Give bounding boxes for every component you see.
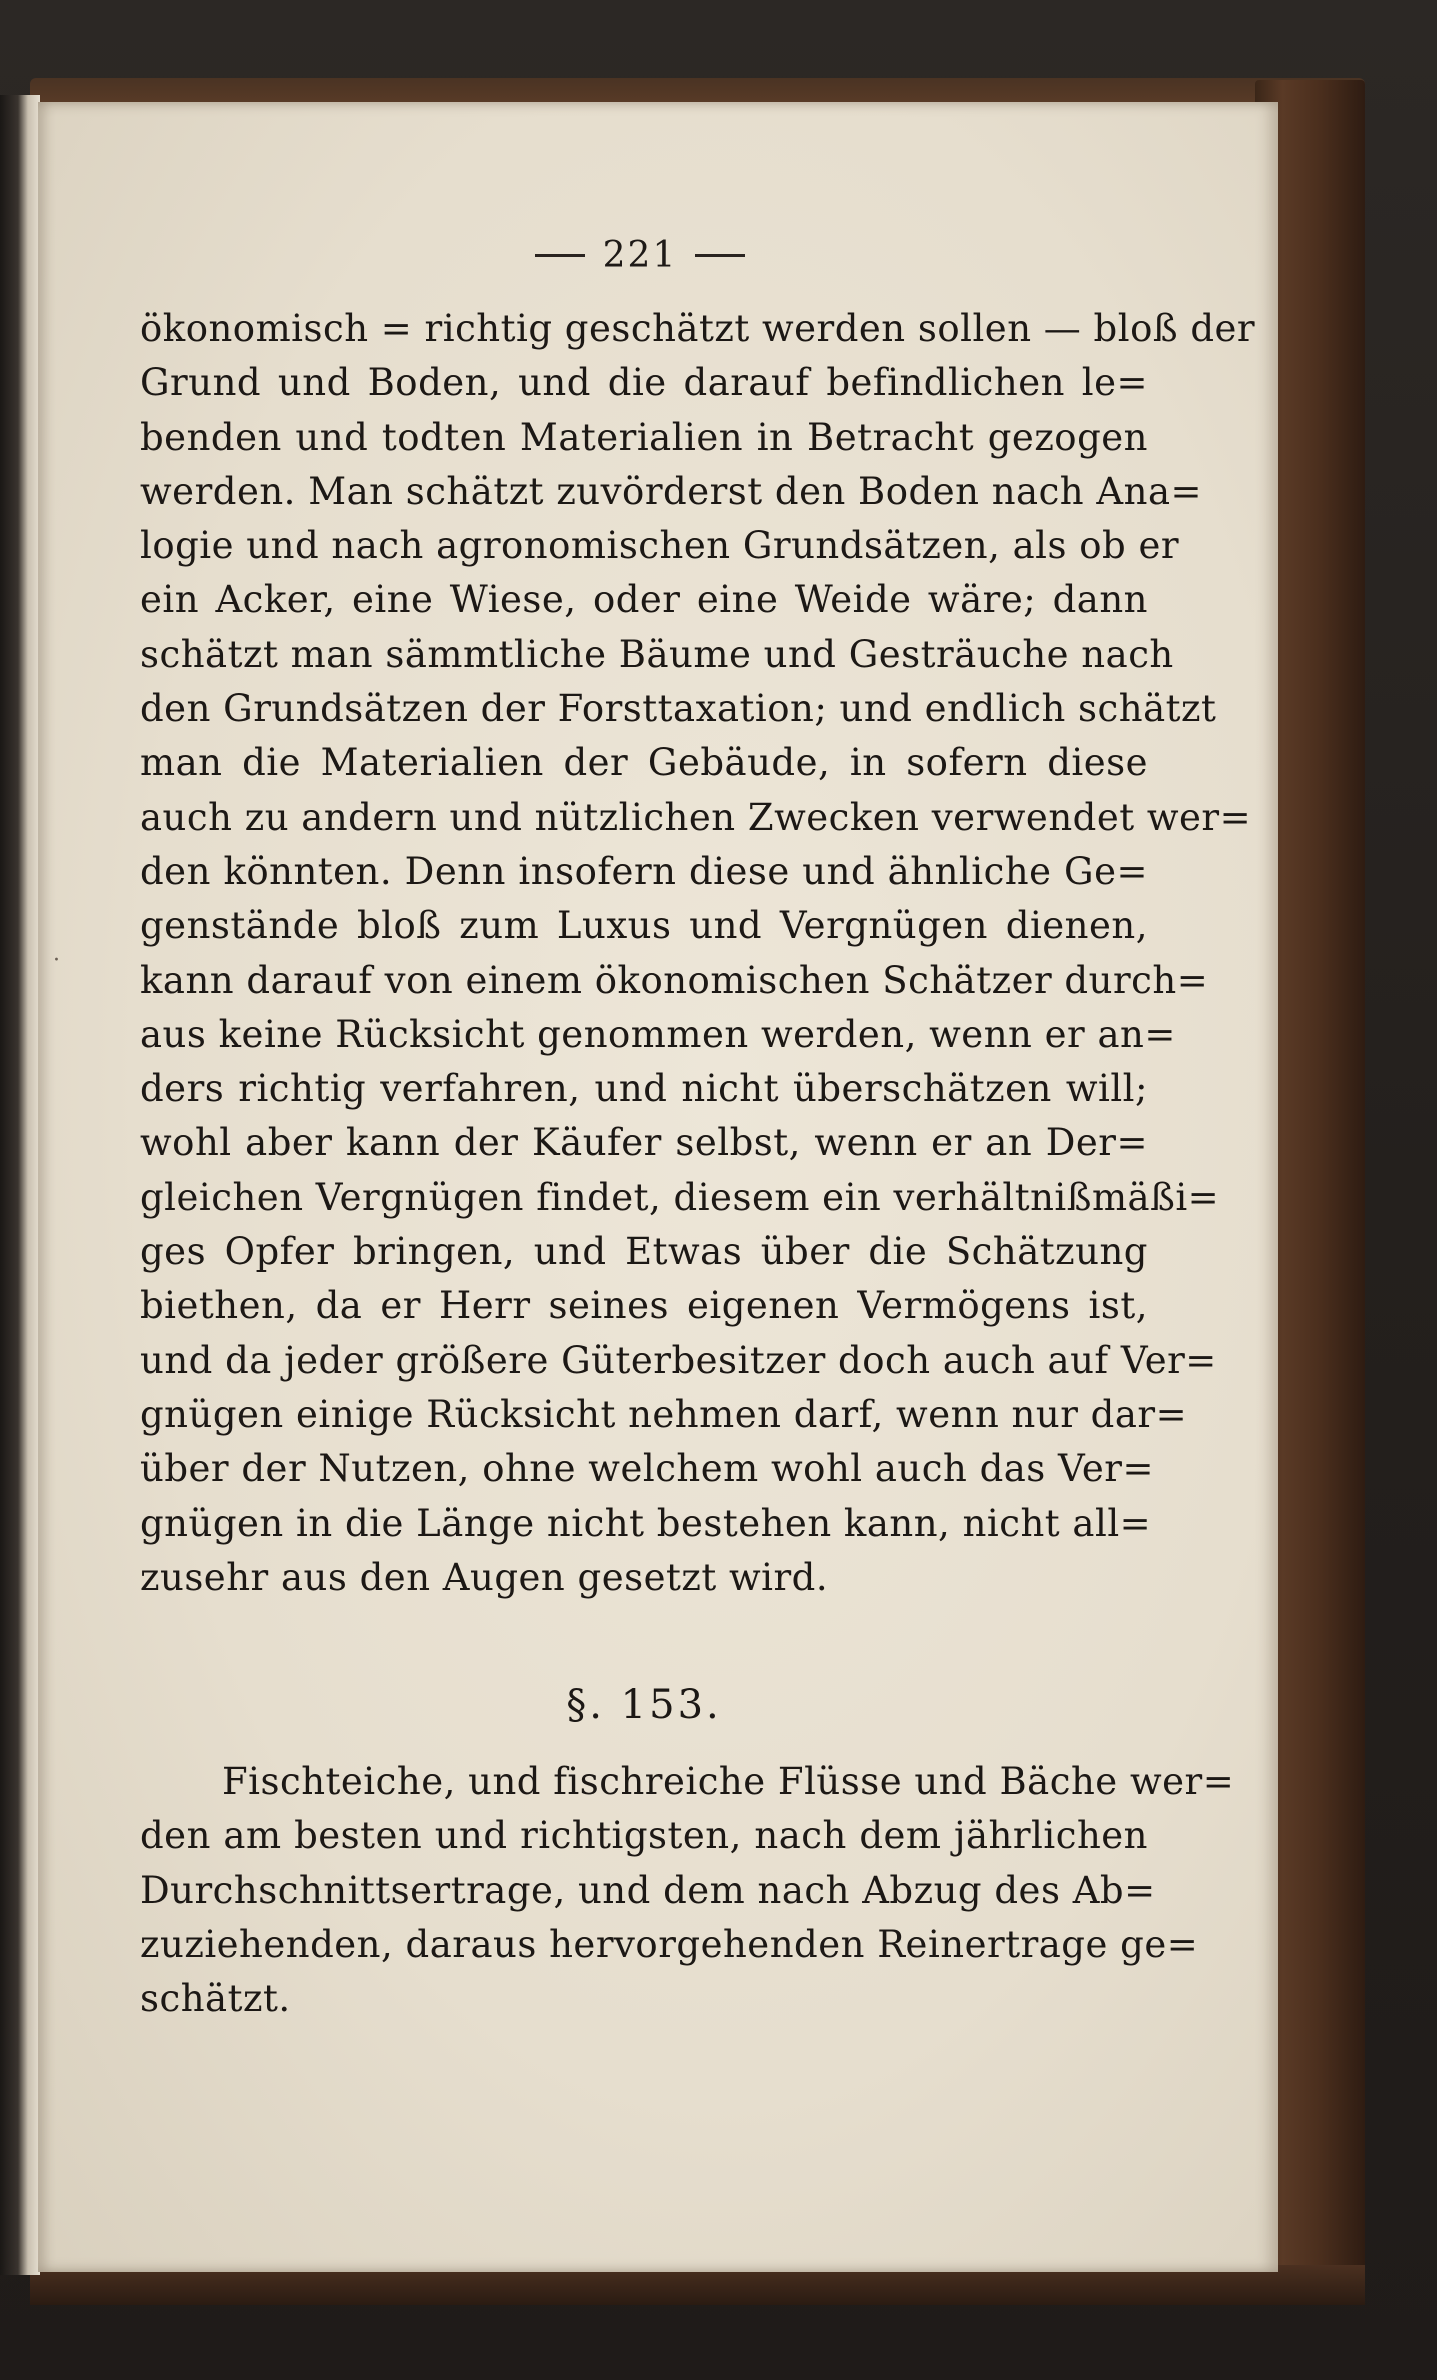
text-line: ges Opfer bringen, und Etwas über die Schätzung bbox=[140, 1230, 1148, 1274]
page-header bbox=[510, 225, 770, 285]
text-line: ökonomisch = richtig geschätzt werden sollen — bloß der bbox=[140, 307, 1256, 350]
text-line: schätzt man sämmtliche Bäume und Gesträuche nach bbox=[140, 632, 1174, 676]
text-line: gnügen in die Länge nicht bestehen kann, nicht all= bbox=[140, 1501, 1152, 1545]
page-number: 221 bbox=[602, 234, 678, 276]
text-line: den am besten und richtigsten, nach dem jährlichen bbox=[140, 1814, 1148, 1858]
text-line: Durchschnittsertrage, und dem nach Abzug des Ab= bbox=[140, 1868, 1156, 1912]
header-dash-right bbox=[695, 254, 745, 257]
page-gutter bbox=[0, 95, 40, 2275]
text-line: den Grundsätzen der Forsttaxation; und endlich schätzt bbox=[140, 687, 1217, 731]
text-line: werden. Man schätzt zuvörderst den Boden nach Ana= bbox=[140, 469, 1203, 513]
text-line: wohl aber kann der Käufer selbst, wenn er an Der= bbox=[140, 1121, 1148, 1165]
text-line: benden und todten Materialien in Betracht gezogen bbox=[140, 415, 1148, 459]
text-line: biethen, da er Herr seines eigenen Vermögens ist, bbox=[140, 1284, 1148, 1328]
text-line: genstände bloß zum Luxus und Vergnügen dienen, bbox=[140, 904, 1148, 948]
paragraph-1 bbox=[140, 302, 1256, 1605]
text-line: auch zu andern und nützlichen Zwecken verwendet wer= bbox=[140, 795, 1252, 839]
margin-mark: · bbox=[53, 948, 60, 973]
text-line: logie und nach agronomischen Grundsätzen, als ob er bbox=[140, 524, 1180, 568]
text-line: Fischteiche, und fischreiche Flüsse und Bäche wer= bbox=[222, 1760, 1235, 1803]
text-line: kann darauf von einem ökonomischen Schätzer durch= bbox=[140, 958, 1209, 1002]
text-line: zusehr aus den Augen gesetzt wird. bbox=[140, 1555, 829, 1599]
header-dash-left bbox=[535, 254, 585, 257]
text-line: ders richtig verfahren, und nicht überschätzen will; bbox=[140, 1067, 1148, 1111]
text-line: schätzt. bbox=[140, 1977, 291, 2021]
text-line: Grund und Boden, und die darauf befindlichen le= bbox=[140, 361, 1148, 405]
text-line: man die Materialien der Gebäude, in sofern diese bbox=[140, 741, 1148, 785]
text-line: zuziehenden, daraus hervorgehenden Reinertrage ge= bbox=[140, 1922, 1199, 1966]
text-line: den könnten. Denn insofern diese und ähnliche Ge= bbox=[140, 849, 1148, 893]
text-line: und da jeder größere Güterbesitzer doch auch auf Ver= bbox=[140, 1338, 1217, 1382]
text-line: ein Acker, eine Wiese, oder eine Weide wäre; dann bbox=[140, 578, 1148, 622]
text-line: über der Nutzen, ohne welchem wohl auch das Ver= bbox=[140, 1447, 1154, 1491]
text-line: gnügen einige Rücksicht nehmen darf, wenn nur dar= bbox=[140, 1392, 1188, 1436]
text-line: aus keine Rücksicht genommen werden, wenn er an= bbox=[140, 1012, 1176, 1056]
text-line: gleichen Vergnügen findet, diesem ein verhältnißmäßi= bbox=[140, 1175, 1220, 1219]
paragraph-2 bbox=[140, 1755, 1235, 2026]
section-heading: §. 153. bbox=[566, 1682, 722, 1728]
